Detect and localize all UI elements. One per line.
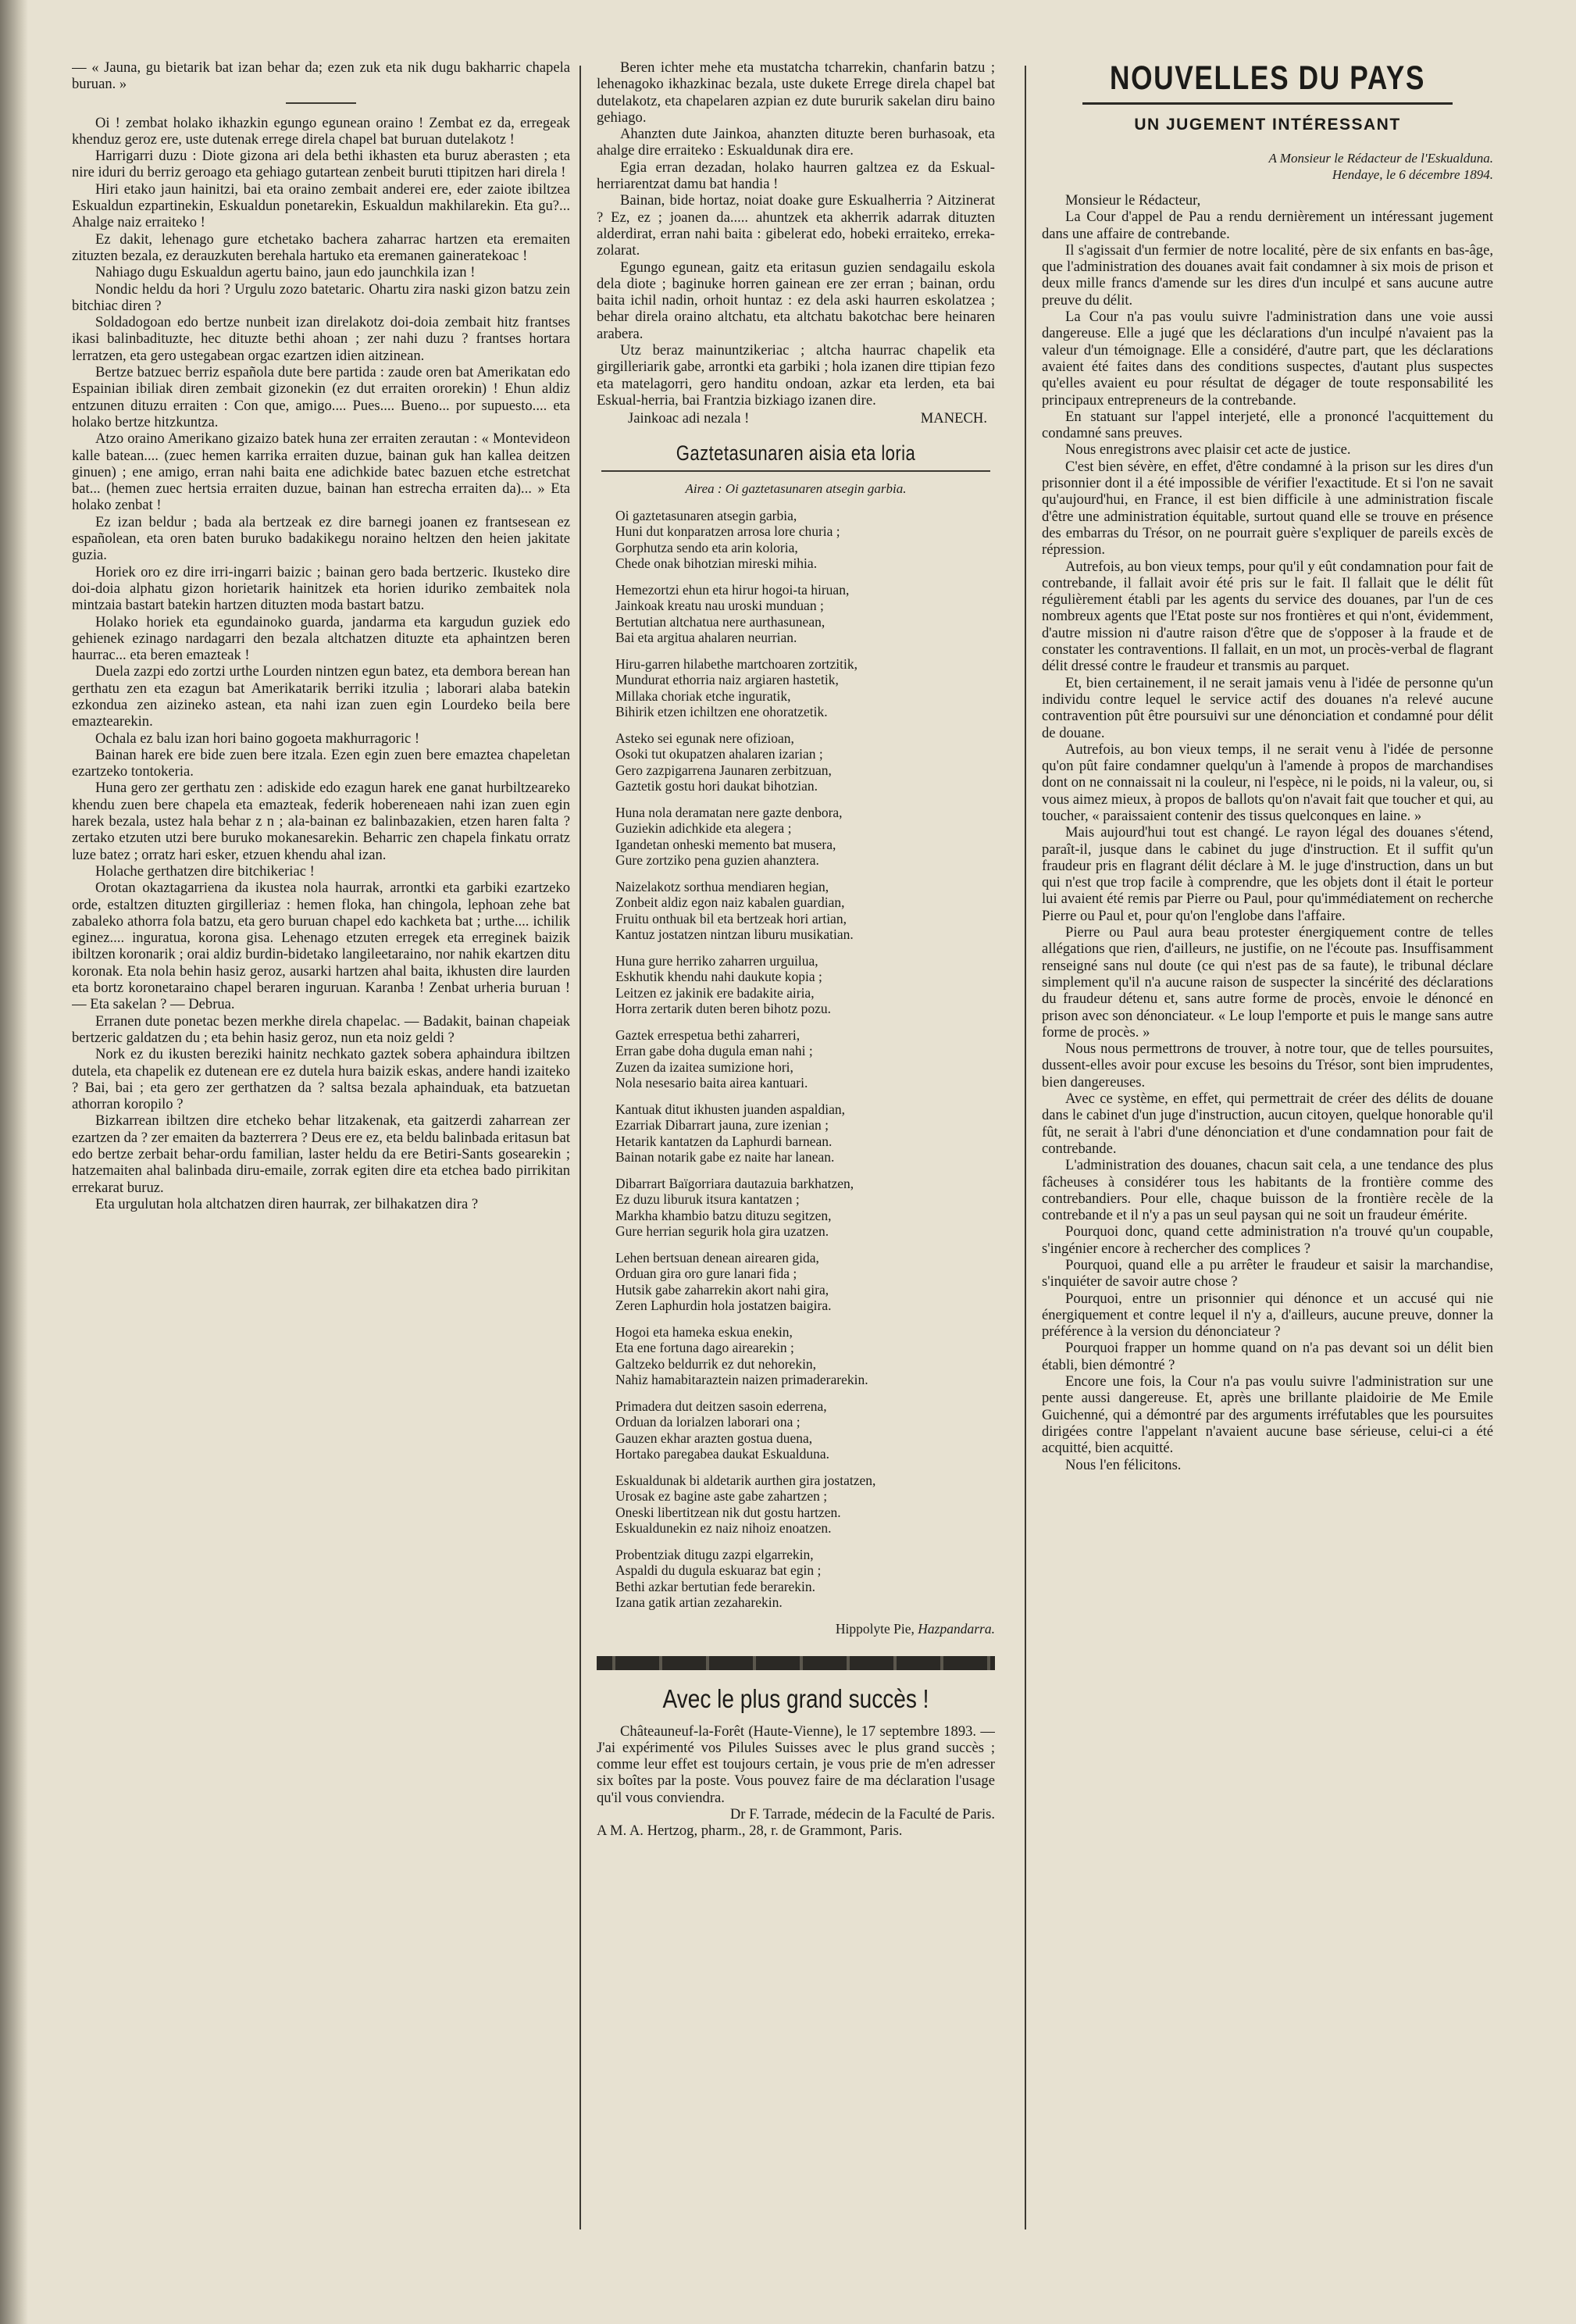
poem-line: Markha khambio batzu dituzu segitzen, bbox=[615, 1207, 832, 1223]
poem-line: Izana gatik artian zezaharekin. bbox=[615, 1594, 783, 1611]
poem-line: Nola nesesario baita airea kantuari. bbox=[615, 1075, 808, 1091]
poem-air: Airea : Oi gaztetasunaren atsegin garbia. bbox=[685, 480, 907, 496]
poem-verses bbox=[597, 508, 995, 1611]
paragraph: Holache gerthatzen dire bitchikeriac ! bbox=[95, 862, 315, 880]
letter-address: A Monsieur le Rédacteur de l'Eskualduna. bbox=[1268, 151, 1493, 166]
poem-line: Bethi azkar bertutian fede berarekin. bbox=[615, 1578, 816, 1594]
paragraph: — « Jauna, gu bietarik bat izan behar da; ezen zuk eta nik dugu bakharric chapela buruan. » bbox=[72, 59, 570, 93]
poem-line: Horra zertarik duten beren bihotz pozu. bbox=[615, 1001, 831, 1017]
paragraph: Pierre ou Paul aura beau protester énergiquement contre de telles allégations que rien, d'ailleurs, ne justifie, on ne l'écoute pas. Insuffisamment renseigné sans nul doute (ce qui n'est pas de sa faute), le tribunal déclare simplement qu'il n'a aucune raison de suspecter la sincérité des déclarations du fraudeur détenu et, sans autre forme de procès, envoie le dénoncé en prison avec son dénonciateur. « Le loup l'emporte et puis le mange sans autre forme de procès. » bbox=[1042, 924, 1493, 1041]
poem-line: Zeren Laphurdin hola jostatzen baigira. bbox=[615, 1298, 832, 1314]
column-left bbox=[72, 59, 570, 2309]
paragraph: C'est bien sévère, en effet, d'être condamné à la prison sur les dires d'un prisonnier dont il a été impossible de vérifier l'exactitude. Et si l'on ne savait qu'aujourd'hui, en France, il est bien difficile à une administration fiscale d'être une administration équitable, surtout quand elle se trouve en présence des embarras du Trésor, on ne pourrait guère s'expliquer de pareils excès de répression. bbox=[1042, 458, 1493, 559]
poem-stanza bbox=[615, 1473, 995, 1537]
poem-line: Hemezortzi ehun eta hirur hogoi-ta hiruan, bbox=[615, 581, 850, 598]
paragraph: Egia erran dezadan, holako haurren galtzea ez da Eskual-herriarentzat damu bat handia ! bbox=[597, 159, 995, 193]
poem-line: Bertutian altchatua nere aurthasunean, bbox=[615, 613, 825, 630]
paragraph: Ochala ez balu izan hori baino gogoeta makhurragoric ! bbox=[95, 730, 420, 747]
poem-line: Eskhutik khendu nahi daukute kopia ; bbox=[615, 969, 822, 985]
paragraph: Pourquoi, quand elle a pu arrêter le fraudeur et saisir la marchandise, s'inquiéter de savoir autre chose ? bbox=[1042, 1257, 1493, 1291]
author-signature: MANECH. bbox=[920, 410, 987, 427]
poem-stanza bbox=[615, 1027, 995, 1091]
poem-line: Bai eta argitua ahalaren neurrian. bbox=[615, 630, 797, 646]
paragraph: Autrefois, au bon vieux temps, pour qu'il y eût condamnation pour fait de contrebande, il fallait avoir été pris sur le fait. Il fallait que le délit fût régulièrement établi par les agents du service des douanes, par l'un de ces nombreux agents que l'Etat poste sur nos frontières et qui n'ont, évidemment, d'autre mission ni d'autre raison d'être que de s'opposer à la fraude et de constater les contraventions. Il fallait, en un mot, un procès-verbal de flagrant délit dressé contre le fraudeur et transmis au parquet. bbox=[1042, 558, 1493, 675]
poem-line: Gero zazpigarrena Jaunaren zerbitzuan, bbox=[615, 762, 832, 778]
paragraph: Autrefois, au bon vieux temps, il ne serait venu à l'idée de personne qu'on pût faire condamner quelqu'un à l'amende à propos de marchandises dont on ne connaissait ni la couleur, ni l'espèce, ni le poids, ni la valeur, ou, si vous aimez mieux, à propos de ballots qu'on n'avait fait que toucher et qui, au toucher, « paraissaient contenir des tissus quelconques en laine. » bbox=[1042, 741, 1493, 824]
paragraph: La Cour d'appel de Pau a rendu dernièrement un intéressant jugement dans une affaire de contrebande. bbox=[1042, 209, 1493, 242]
column-rule bbox=[1025, 66, 1026, 2229]
poem-line: Zuzen da izaitea sumizione hori, bbox=[615, 1058, 793, 1075]
poem-stanza bbox=[615, 1398, 995, 1462]
poem-line: Huna nola deramatan nere gazte denbora, bbox=[615, 804, 843, 820]
paragraph: Nondic heldu da hori ? Urgulu zozo batetaric. Ohartu zira naski gizon batzu zein bitchiac diren ? bbox=[72, 280, 570, 314]
poem-line: Hetarik kantatzen da Laphurdi barnean. bbox=[615, 1133, 833, 1149]
paragraph: Duela zazpi edo zortzi urthe Lourden nintzen egun batez, eta dembora berean han gerthatu zen eta ezagun bat Amerikatarik berriki itzulia ; laborari alaba batekin ezkondua zen aizineko astean, eta nahi izan zuen egin Lourdeko beila bere emaztearekin. bbox=[72, 663, 570, 730]
poem-stanza bbox=[615, 1547, 995, 1611]
paragraph: Hiri etako jaun hainitzi, bai eta oraino zembait anderei ere, eder zaiote ibiltzea Eskualdun ezpartinekin, Eskualdun ponetarekin, Eskualdun makhilarekin. Eta gu?... Ahalge naiz erraiteko ! bbox=[72, 180, 570, 231]
poem-line: Gorphutza sendo eta arin koloria, bbox=[615, 539, 798, 555]
poem-stanza bbox=[615, 1176, 995, 1240]
poem-line: Gauzen ekhar arazten gostua duena, bbox=[615, 1430, 813, 1446]
poem-stanza bbox=[615, 879, 995, 943]
poem-line: Lehen bertsuan denean airearen gida, bbox=[615, 1249, 819, 1266]
paragraph: Encore une fois, la Cour n'a pas voulu suivre l'administration sur une pente aussi dangereuse. Et, après une brillante plaidoirie de Me Emile Guichenné, qui a démontré par des arguments irréfutables que les poursuites dirigées contre l'appelant n'avaient aucune base sérieuse, celui-ci a été acquitté, bien acquitté. bbox=[1042, 1373, 1493, 1457]
ad-title: Avec le plus grand succès ! bbox=[662, 1683, 929, 1713]
poem-line: Eta ene fortuna dago airearekin ; bbox=[615, 1340, 794, 1356]
poem-line: Guziekin adichkide eta alegera ; bbox=[615, 820, 792, 837]
paragraph: La Cour n'a pas voulu suivre l'administration dans une voie aussi dangereuse. Elle a jugé que les déclarations d'un inculpé n'avaient pas la valeur d'un témoignage. Elle a considéré, d'autre part, que les déclarations avaient été faites dans des conditions suspectes, d'autant plus suspectes qu'elles avaient eu pour résultat de dégager de toute responsabilité les principaux entrepreneurs de la contrebande. bbox=[1042, 309, 1493, 409]
poem-line: Leitzen ez jakinik ere badakite airia, bbox=[615, 984, 815, 1001]
poem-line: Erran gabe doha dugula eman nahi ; bbox=[615, 1043, 813, 1059]
paragraph: L'administration des douanes, chacun sait cela, a une tendance des plus fâcheuses à considérer tous les habitants de la frontière comme des contrebandiers. Pour elle, chaque buisson de la frontière recèle de la contrebande et il n'y a pas un seul paysan qui ne soit un fraudeur émérite. bbox=[1042, 1157, 1493, 1224]
closing-text: Jainkoac adi nezala ! bbox=[628, 410, 750, 427]
article-continuation bbox=[72, 59, 570, 1212]
paragraph: Nous nous permettrons de trouver, à notre tour, que de telles poursuites, dussent-elles avoir pour excuse les besoins du Trésor, sont bien imprudentes, bien dangereuses. bbox=[1042, 1041, 1493, 1091]
poem-line: Huni dut konparatzen arrosa lore churia ; bbox=[615, 523, 840, 540]
poem-line: Chede onak bihotzian mireski mihia. bbox=[615, 555, 818, 572]
paragraph: Egungo egunean, gaitz eta eritasun guzien sendagailu eskola dela diote ; baginuke horren gainean ere zer erran ; bainan, ordu baita ichil nadin, orhoit huntaz : ez dela aski haurren eskolatzea ; behar direla oraino altchatu, eta altchatu bakotchac bere heinaren arabera. bbox=[597, 259, 995, 342]
poem-line: Ez duzu liburuk itsura kantatzen ; bbox=[615, 1191, 800, 1208]
poem-line: Oneski libertitzean nik dut gostu hartzen. bbox=[615, 1504, 841, 1520]
poem-line: Hutsik gabe zaharrekin akort nahi gira, bbox=[615, 1281, 829, 1298]
poem-line: Bainan notarik gabe ez naite har lanean. bbox=[615, 1149, 835, 1166]
letter-dateline: Hendaye, le 6 décembre 1894. bbox=[1332, 167, 1493, 182]
poem-line: Hortako paregabea daukat Eskualduna. bbox=[615, 1446, 830, 1462]
poem-stanza bbox=[615, 730, 995, 794]
poem-line: Asteko sei egunak nere ofizioan, bbox=[615, 730, 794, 746]
poem-line: Hogoi eta hameka eskua enekin, bbox=[615, 1323, 793, 1340]
paragraph: Pourquoi, entre un prisonnier qui dénonce et un accusé qui nie énergiquement et contre lequel il n'y a, d'ailleurs, aucune preuve, donner la préférence à la version du dénonciateur ? bbox=[1042, 1290, 1493, 1340]
poem-line: Kantuz jostatzen nintzan liburu musikatian. bbox=[615, 926, 854, 943]
paragraph: Horiek oro ez dire irri-ingarri baizic ; bainan gero bada bertzeric. Ikusteko dire doi-doia alphatu gizon horietarik hainitzek eta horien iduriko zembaitek nola mintzaia bastart batekin hartzen dituzten moda bastart batzu. bbox=[72, 563, 570, 614]
section-title: NOUVELLES DU PAYS bbox=[1082, 59, 1453, 105]
paragraph: Oi ! zembat holako ikhazkin egungo egunean oraino ! Zembat ez da, erregeak khenduz geroz ere, uste dutenak erregе direla chapel bat buruan dutelakotz ! bbox=[72, 114, 570, 148]
paragraph: Pourquoi donc, quand cette administration n'a trouvé qu'un coupable, s'ingénier encore à rechercher des complices ? bbox=[1042, 1223, 1493, 1257]
paragraph: Nork ez du ikusten bereziki hainitz nechkato gaztek sobera aphaindura ibiltzen dutela, eta chapelik ez dutenean ere ez dutela hura baizik eskas, andere handi izaiteko ? Bai, bai ; eta gero zer gerthatzen da ? saltsa bezala aphainduak, eta batzuetan athorran koropilo ? bbox=[72, 1046, 570, 1113]
paragraph: En statuant sur l'appel interjeté, elle a prononcé l'acquittement du condamné sans preuves. bbox=[1042, 408, 1493, 442]
paragraph: Bertze batzuec berriz española dute bere partida : zaude oren bat Amerikatan edo Espainian ibiliak diren zembait gizonekin (ez dut erraiten ororekin) ! Ehun aldiz entzunen dituzu erraiten : Con que, amigo.... Pues.... Bueno... por supuesto.... eta holako bertze hitzkuntza. bbox=[72, 364, 570, 430]
column-rule bbox=[579, 66, 581, 2229]
poem-line: Oi gaztetasunaren atsegin garbia, bbox=[615, 507, 797, 523]
poem-line: Aspaldi du dugula eskuaraz bat egin ; bbox=[615, 1562, 822, 1579]
paragraph: Bainan, bide hortaz, noiat doake gure Eskualherria ? Aitzinerat ? Ez, ez ; joanen da..... ahuntzek eta akherrik adarrak dituzten alderdirat, erran nahi baita : gibelerat edo, hobeki erraiteko, erreka-zolarat. bbox=[597, 192, 995, 259]
paragraph: Ez izan beldur ; bada ala bertzeak ez dire barnegi joanen ez frantsesean ez españolean, eta oren baten buruko badakikegu noraino heltzen den heien jakitate guzia. bbox=[72, 513, 570, 564]
poem-line: Dibarrart Baïgorriara dautazuia barkhatzen, bbox=[615, 1175, 854, 1191]
paragraph: Bainan harek ere bide zuen bere itzala. Ezen egin zuen bere emaztea chapeletan ezartzeko tontokeria. bbox=[72, 746, 570, 780]
paragraph: Bizkarrean ibiltzen dire etcheko behar litzakenak, eta gaitzerdi zaharrean zer ezartzen da ? zer emaiten da bazterrera ? Deus ere ez, eta beldu balinbada eritasun bat edo bertze zerbait behar-ordu familian, laster heldu da ere Betiri-Sants gosearekin ; hatzemaiten ahal balinbada diru-emaile, zorrak egiten dire eta etchea bado pirrikitan errekarat buruz. bbox=[72, 1112, 570, 1196]
poem-line: Bihirik etzen ichiltzen ene ohoratzetik. bbox=[615, 704, 828, 720]
signature-line bbox=[597, 410, 995, 427]
poem-line: Ezarriak Dibarrart jauna, zure izenian ; bbox=[615, 1117, 829, 1133]
poem-stanza bbox=[615, 1101, 995, 1166]
column-middle bbox=[597, 59, 995, 2309]
paragraph: Ahanzten dute Jainkoa, ahanzten dituzte beren burhasoak, eta ahalge dire erraiteko : Eskualdunak dira ere. bbox=[597, 126, 995, 159]
title-underline bbox=[601, 470, 990, 472]
paragraph: Châteauneuf-la-Forêt (Haute-Vienne), le 17 septembre 1893. — J'ai expérimenté vos Pilules Suisses avec le plus grand succès ; comme leur effet est toujours certain, je vous prie de m'en adresser six boîtes par la poste. Vous pouvez faire de ma déclaration l'usage qu'il vous conviendra. bbox=[597, 1722, 995, 1806]
poem-line: Primadera dut deitzen sasoin ederrena, bbox=[615, 1398, 827, 1414]
poem-stanza bbox=[615, 508, 995, 572]
poem-line: Millaka choriak etche inguratik, bbox=[615, 687, 791, 704]
poem-line: Hiru-garren hilabethe martchoaren zortzitik, bbox=[615, 655, 858, 672]
poem-line: Gaztetik gostu hori daukat bihotzian. bbox=[615, 778, 818, 794]
paragraph: Soldadogoan edo bertze nunbeit izan direlakotz doi-doia zembait hitz frantses ikasi balinbadituzte, hec dituzte bethi ahoan ; zer nahi duzu ? frantses hortara lerratzen, eta gero ustegabean orgac ezartzen idien aitzinean. bbox=[72, 314, 570, 364]
paragraph: Nahiago dugu Eskualdun agertu baino, jaun edo jaunchkila izan ! bbox=[95, 264, 476, 281]
scan-edge-shadow bbox=[0, 0, 28, 2324]
paragraph: Eta urgulutan hola altchatzen diren haurrak, zer bilhakatzen dira ? bbox=[95, 1195, 479, 1212]
paragraph: Nous l'en félicitons. bbox=[1065, 1456, 1182, 1473]
poem-stanza bbox=[615, 805, 995, 869]
paragraph: Orotan okaztagarriena da ikustea nola haurrak, arrontki eta garbiki ezartzeko orde, estaltzen dituzten girgilleriaz : hemen floka, han chingola, lephoan zehe bat zabaleko athorra fola batzu, eta gero buruan chapel edo kachketa bat ; urthe.... ichilik eginez.... inguratua, korona gisa. Lehenago etzuten erregek eta erreginek baizik ibiltzen koronarik ; orai aldiz burdin-bidetako langileetaraino, nor nahik ekartzen ditu koronak. Eta nola behin hasiz geroz, ausarki hartzen ahal baita, ikhusten dire laurden eta bortz koronetaraino chapel beraren inguruan. Karanba ! Zenbat urheria buruan ! — Eta sakelan ? — Debrua. bbox=[72, 880, 570, 1013]
separator bbox=[286, 102, 356, 104]
poem-line: Fruitu onthuak bil eta bertzeak hori artian, bbox=[615, 910, 847, 926]
poem-line: Mundurat ethorria naiz argiaren hastetik, bbox=[615, 672, 839, 688]
poem-line: Gure zortziko pena guzien ahanztera. bbox=[615, 852, 819, 869]
poem-stanza bbox=[615, 1324, 995, 1388]
paragraph: Atzo oraino Amerikano gizaizo batek huna zer erraiten zerautan : « Montevideon kalle batean.... (zuec hemen karrika erraiten duzue, bainan guk han kallea deitzen ginuen) ; ene amigo, erran nahi baita ene adichkide batec bazuen etche estretchat bat... (hemen zuec hertsia erraiten duzue, bainan han estrecha erraiten da)... » Eta holako zenbat ! bbox=[72, 430, 570, 514]
poem-line: Igandetan onheski memento bat musera, bbox=[615, 836, 836, 852]
poem-line: Jainkoak kreatu nau uroski munduan ; bbox=[615, 598, 824, 614]
poem-title: Gaztetasunaren aisia eta loria bbox=[676, 441, 916, 465]
paragraph: Ez dakit, lehenago gure etchetako bachera zaharrac hartzen eta eremaiten zituzten bezala, ez derauzkuten berehala hartuko eta eremanen gaineratekoac ! bbox=[72, 230, 570, 264]
poem-stanza bbox=[615, 1250, 995, 1314]
paragraph: Il s'agissait d'un fermier de notre localité, père de six enfants en bas-âge, que l'administration des douanes avait fait condamner à six mois de prison et deux mille francs d'amende sur les dires d'un inculpé et sans aucune autre preuve du délit. bbox=[1042, 241, 1493, 309]
poem-line: Zonbeit aldiz egon naiz kabalen guardian, bbox=[615, 894, 845, 911]
paragraph: Holako horiek eta egundainoko guarda, jandarma eta kargudun guziek edo gehienek ezinago nardagarri den bezala altchatzen dituzte eta aphaintzen beren haurrac... eta beren emazteak ! bbox=[72, 613, 570, 664]
letter-salutation: Monsieur le Rédacteur, bbox=[1065, 192, 1201, 209]
poem-line: Nahiz hamabitaraztein naizen primaderarekin. bbox=[615, 1372, 868, 1388]
decorative-rule bbox=[597, 1656, 995, 1670]
paragraph: Harrigarri duzu : Diote gizona ari dela bethi ikhasten eta buruz aberasten ; eta nire iduri du berriz geroago eta gehiago gutartean zenbeit buruti ttipitzen hari direla ! bbox=[72, 148, 570, 181]
paragraph: Nous enregistrons avec plaisir cet acte de justice. bbox=[1065, 441, 1351, 459]
poem-line: Kantuak ditut ikhusten juanden aspaldian, bbox=[615, 1101, 846, 1117]
poem-line: Gure herrian segurik hola gira uzatzen. bbox=[615, 1223, 829, 1240]
poem-stanza bbox=[615, 953, 995, 1017]
poem-line: Osoki tut okupatzen ahalaren izarian ; bbox=[615, 746, 823, 762]
paragraph: Huna gero zer gerthatu zen : adiskide edo ezagun harek ene ganat hurbiltzeareko khendu zuen bere chapela eta emazteak, federik hobereneaen nahi izan zuen egin harek bezala, ustez hala behar z n ; ala-bainan ez balinbazakien, etzen haren falta ? zertako etzuten utzi bere buruko mokanesarekin. Beharric zen chapela finkatu orratz luze batez ; orratz hari esker, etzuen khendu ahal izan. bbox=[72, 780, 570, 863]
poem-line: Orduan gira oro gure lanari fida ; bbox=[615, 1266, 797, 1282]
paragraph: Mais aujourd'hui tout est changé. Le rayon légal des douanes s'étend, paraît-il, jusque dans le cabinet du juge d'instruction. Et il suffit qu'un fraudeur pris en flagrant délit déclare à M. le juge d'instruction, dans un but qui n'est que trop facile à comprendre, que les objets dont il était le porteur lui avaient été remis par Pierre ou Paul, pour qu'immédiatement on recherche Pierre ou Paul et, pour qu'on l'englobe dans l'affaire. bbox=[1042, 824, 1493, 924]
paragraph: A M. A. Hertzog, pharm., 28, r. de Grammont, Paris. bbox=[597, 1822, 903, 1840]
article-subtitle: UN JUGEMENT INTÉRESSANT bbox=[1134, 116, 1401, 134]
paragraph: Beren ichter mehe eta mustatcha tcharrekin, chanfarin batzu ; lehenagoko ikhazkinac bezala, uste dukete Erregе direla chapel bat dutelakotz, eta chapelaren azpian ez dute bururik sakelan diru baino gehiago. bbox=[597, 59, 995, 126]
poem-line: Eskualdunekin ez naiz nihoiz enoatzen. bbox=[615, 1520, 832, 1537]
poem-line: Urosak ez bagine aste gabe zahartzen ; bbox=[615, 1488, 828, 1505]
poem-stanza bbox=[615, 656, 995, 720]
paragraph: Avec ce système, en effet, qui permettrait de créer des délits de douane dans le cabinet d'un juge d'instruction, aucun citoyen, quelque honorable qu'il fût, ne serait à l'abri d'une dénonciation et d'une condamnation pour fait de contrebande. bbox=[1042, 1091, 1493, 1157]
poem-line: Huna gure herriko zaharren urguilua, bbox=[615, 952, 818, 969]
poem-line: Orduan da lorialzen laborari ona ; bbox=[615, 1414, 800, 1430]
paragraph: Utz beraz mainuntzikeriac ; altcha haurrac chapelik eta girgilleriarik gabe, arrontki eta garbiki ; hola izanen dire ttipian fezo eta matelagorri, gero handitu ondoan, azkar eta lerden, eta bai Eskual-herria, bai Frantzia bizkiago izanen dire. bbox=[597, 342, 995, 409]
poem-stanza bbox=[615, 582, 995, 646]
column-right bbox=[1042, 59, 1493, 2309]
paragraph: Erranen dute ponetac bezen merkhe direla chapelac. — Badakit, bainan chapeiak bertzeric galdatzen du ; eta behin hasiz geroz, nun eta noiz geldi ? bbox=[72, 1012, 570, 1046]
poem-line: Eskualdunak bi aldetarik aurthen gira jostatzen, bbox=[615, 1472, 876, 1488]
paragraph: Et, bien certainement, il ne serait jamais venu à l'idée de personne qu'un individu contre lequel le service actif des douanes n'a relevé aucune contravention pût être poursuivi sur une dénonciation et condamné pour délit de douane. bbox=[1042, 674, 1493, 741]
paragraph: Pourquoi frapper un homme quand on n'a pas devant soi un délit bien établi, bien démontré ? bbox=[1042, 1340, 1493, 1373]
poem-line: Gaztek errespetua bethi zaharreri, bbox=[615, 1026, 800, 1043]
paragraph: Dr F. Tarrade, médecin de la Faculté de Paris. bbox=[729, 1806, 995, 1823]
poem-line: Naizelakotz sorthua mendiaren hegian, bbox=[615, 878, 829, 894]
poem-line: Galtzeko beldurrik ez dut nehorekin, bbox=[615, 1355, 817, 1372]
poem-signature: Hippolyte Pie, Hazpandarra. bbox=[835, 1620, 995, 1637]
poem-line: Probentziak ditugu zazpi elgarrekin, bbox=[615, 1546, 814, 1562]
